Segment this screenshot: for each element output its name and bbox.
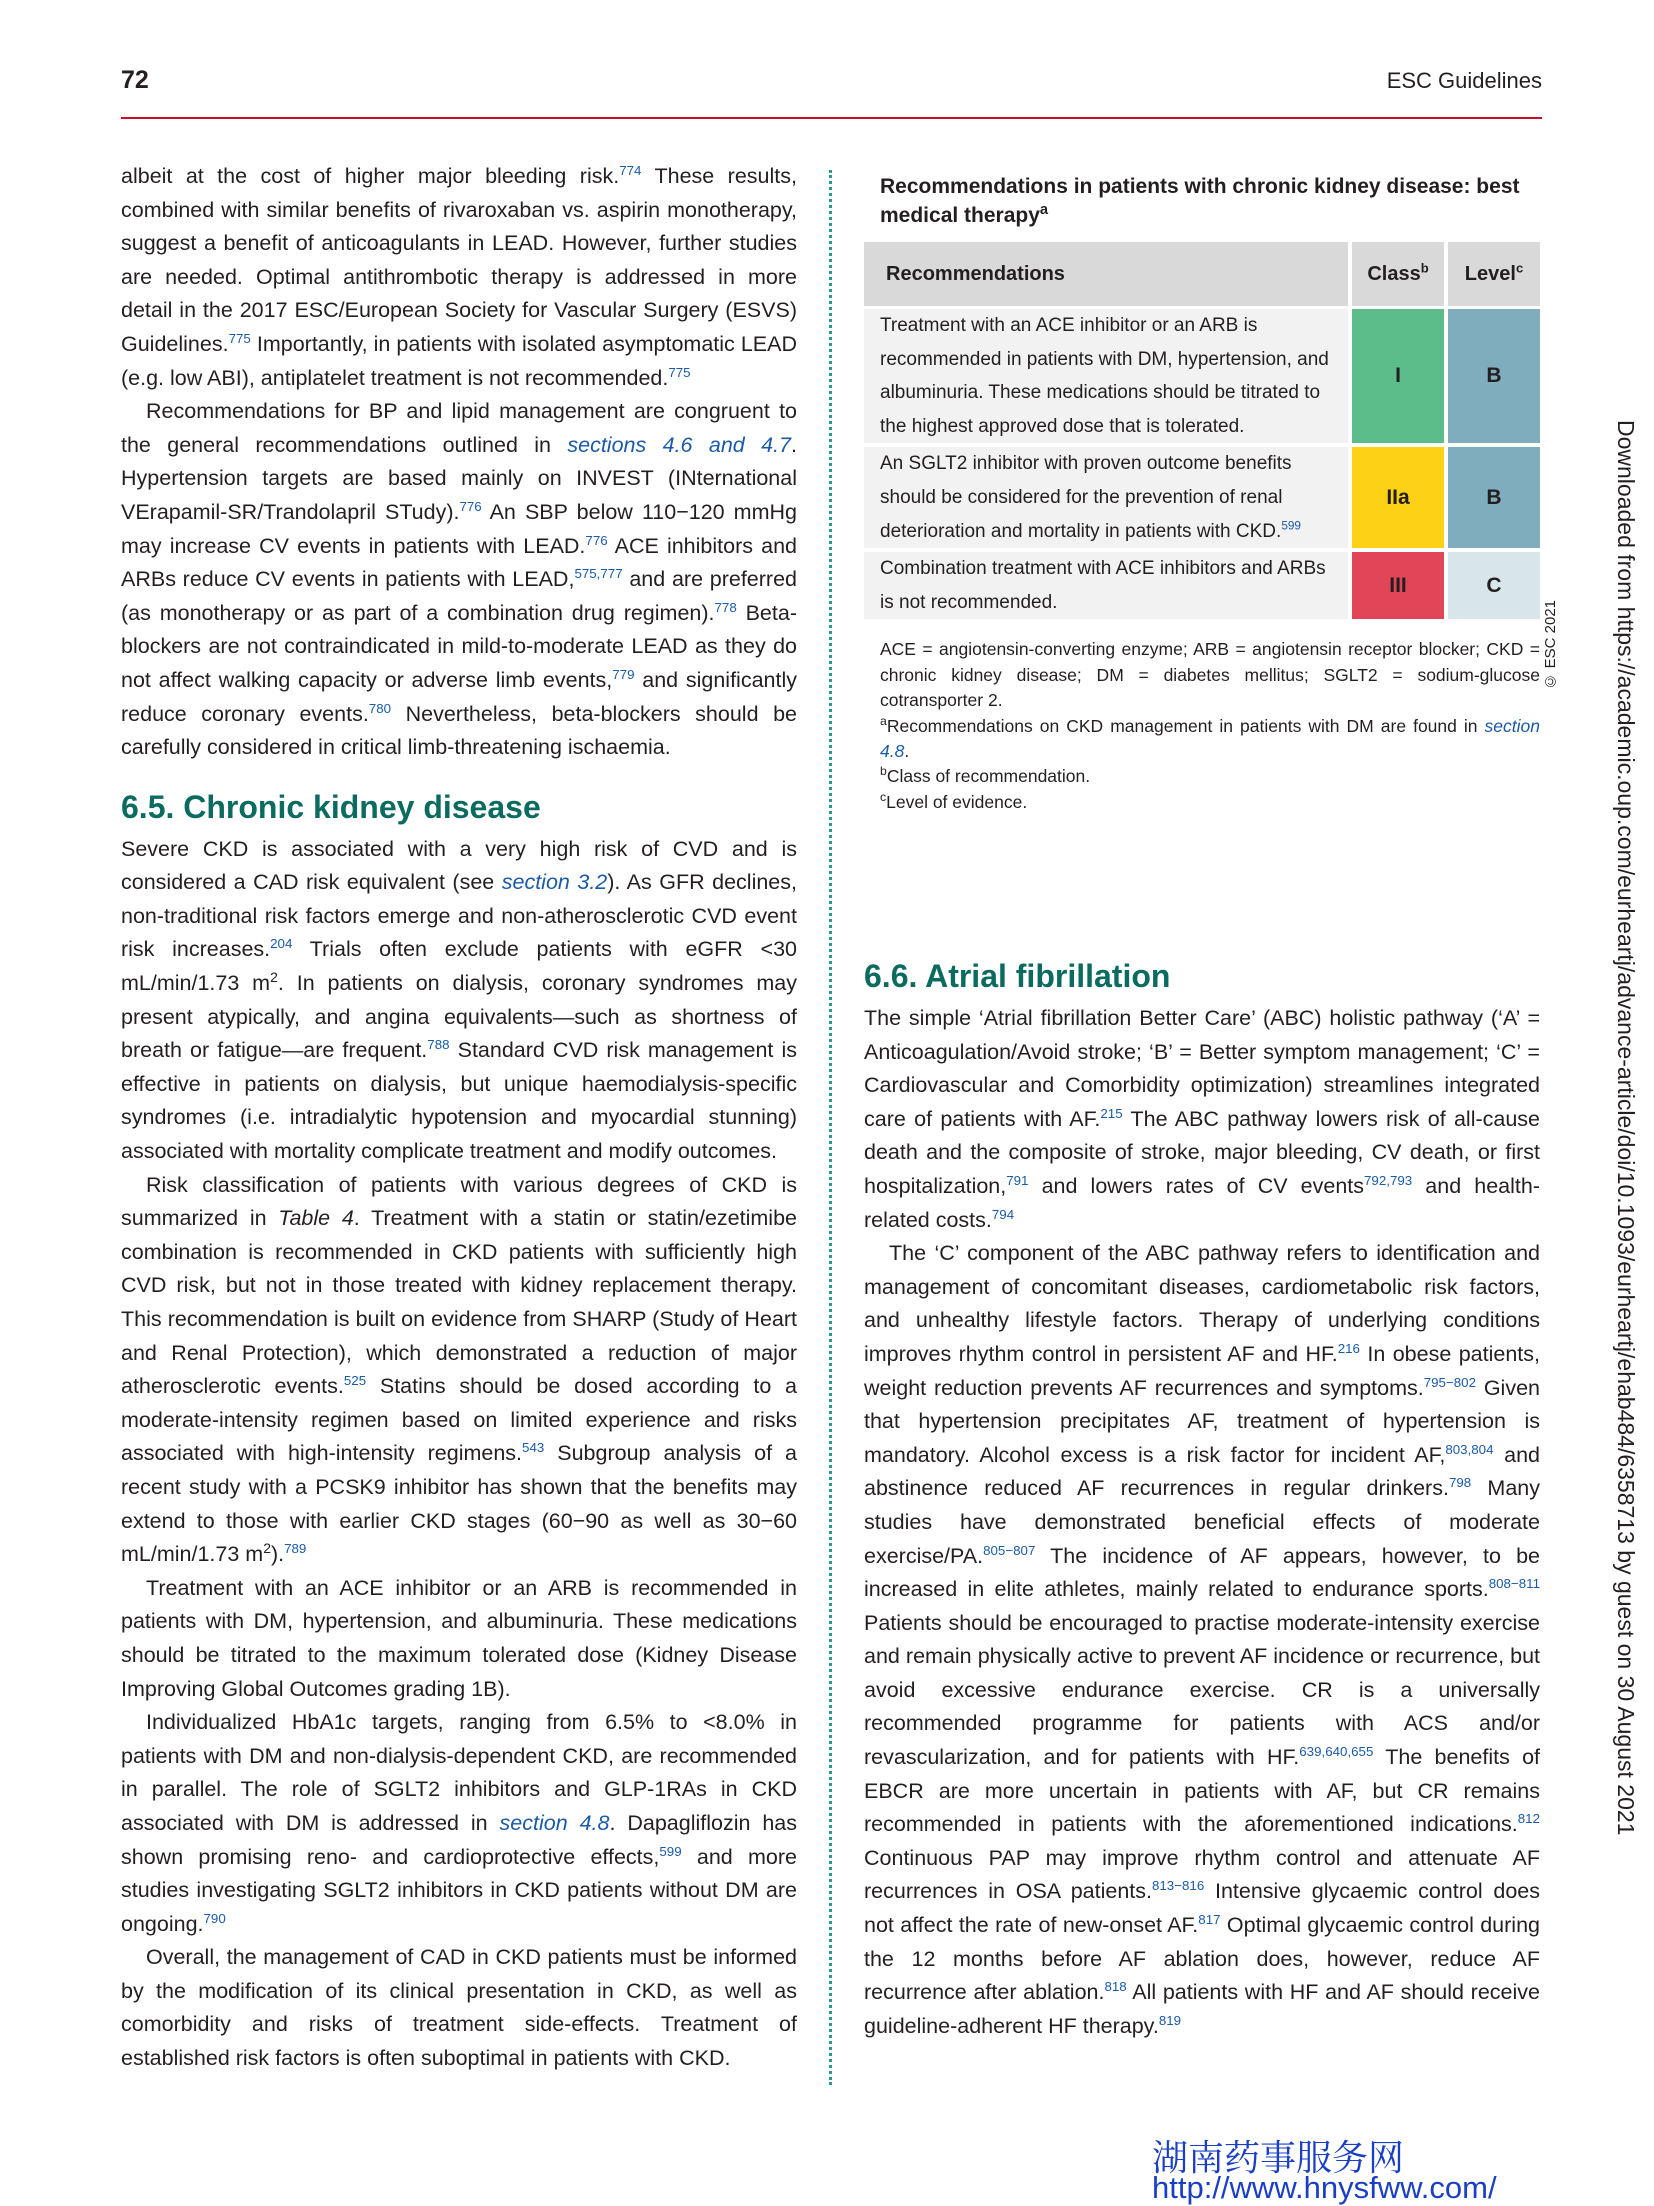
paragraph: Severe CKD is associated with a very high risk of CVD and is considered a CAD risk equivalent (see section 3.2). As GFR declines, non-traditional risk factors emerge and non-atherosclerotic CVD event risk increases.$^{204}$ Trials often exclude patients with eGFR <30 mL/min/1.73 $m^2$. In patients on dialysis, coronary syndromes may present atypically, and angina equivalents—such as shortness of breath or fatigue—are frequent.$^{788}$ Standard CVD risk management is effective in patients on dialysis, but unique haemodialysis-specific syndromes (i.e. intradialytic hypotension and myocardial stunning) associated with mortality complicate treatment and modify outcomes. xyxy=(121,836,797,1164)
superscript: 2 xyxy=(263,1540,271,1556)
citation-ref[interactable]: 776 xyxy=(585,532,608,548)
recommendations-box xyxy=(864,172,1540,815)
paragraph: Recommendations for BP and lipid management are congruent to the general recommendations outlined in sections 4.6 and 4.7. Hypertension targets are based mainly on INVEST (INternational VErapamil-SR/Trandolapril STudy).$^{776}$ An SBP below 110−120 mmHg may increase CV events in patients with LEAD.$^{776}$ ACE inhibitors and ARBs reduce CV events in patients with LEAD,$^{575,777}$ and are preferred (as monotherapy or as part of a combination drug regimen).$^{778}$ Beta-blockers are not contraindicated in mild-to-moderate LEAD as they do not affect walking capacity or adverse limb events,$^{779}$ and significantly reduce coronary events.$^{780}$ Nevertheless, beta-blockers should be carefully considered in critical limb-threatening ischaemia. xyxy=(121,399,797,760)
column-divider xyxy=(829,170,832,2085)
citation-ref[interactable]: 818 xyxy=(1104,1979,1127,1995)
paragraph: Overall, the management of CAD in CKD patients must be informed by the modification of its clinical presentation in CKD, as well as comorbidity and risks of treatment side-effects. Treatment of established risk factors is often suboptimal in patients with CKD. xyxy=(121,1945,797,2071)
citation-ref[interactable]: 599 xyxy=(659,1843,682,1859)
citation-ref[interactable]: 525 xyxy=(343,1373,367,1389)
col-header-recommendations: Recommendations xyxy=(864,242,1348,309)
paragraph: The ‘C’ component of the ABC pathway refers to identification and management of concomitant diseases, cardiometabolic risk factors, and unhealthy lifestyle factors. Therapy of underlying conditions improves rhythm control in persistent AF and HF.$^{216}$ In obese patients, weight reduction prevents AF recurrences and symptoms.$^{795-802}$ Given that hypertension precipitates AF, treatment of hypertension is mandatory. Alcohol excess is a risk factor for incident AF,$^{803,804}$ and abstinence reduced AF recurrences in regular drinkers.$^{798}$ Many studies have demonstrated beneficial effects of moderate exercise/PA.$^{805-807}$ The incidence of AF appears, however, to be increased in elite athletes, mainly related to endurance sports.$^{808-811}$ Patients should be encouraged to practise moderate-intensity exercise and remain physically active to prevent AF incidence or recurrence, but avoid excessive endurance exercise. CR is a universally recommended programme for patients with ACS and/or revascularization, and for patients with HF.$^{639,640,655}$ The benefits of EBCR are more uncertain in patients with AF, but CR remains recommended in patients with the aforementioned indications.$^{812}$ Continuous PAP may improve rhythm control and attenuate AF recurrences in OSA patients.$^{813-816}$ Intensive glycaemic control does not affect the rate of new-onset AF.$^{817}$ Optimal glycaemic control during the 12 months before AF ablation does, however, reduce AF recurrence after ablation.$^{818}$ All patients with HF and AF should receive guideline-adherent HF therapy.$^{819}$ xyxy=(864,1241,1541,2038)
table-row xyxy=(864,309,1540,447)
citation-ref[interactable]: 779 xyxy=(612,666,635,682)
citation-ref[interactable]: 639,640,655 xyxy=(1299,1743,1374,1759)
citation-ref[interactable]: 775 xyxy=(228,330,251,346)
citation-ref[interactable]: 780 xyxy=(368,700,392,716)
footnote-a: $^a$Recommendations on CKD management in patients with DM are found in section 4.8. xyxy=(880,713,1540,761)
citation-ref[interactable]: 204 xyxy=(270,936,293,952)
header-rule xyxy=(121,117,1542,119)
paragraph: albeit at the cost of higher major bleeding risk.$^{774}$ These results, combined with similar benefits of rivaroxaban vs. aspirin monotherapy, suggest a benefit of anticoagulants in LEAD. However, further studies are needed. Optimal antithrombotic therapy is addressed in more detail in the 2017 ESC/European Society for Vascular Surgery (ESVS) Guidelines.$^{775}$ Importantly, in patients with isolated asymptomatic LEAD (e.g. low ABI), antiplatelet treatment is not recommended.$^{775}$ xyxy=(121,162,797,390)
citation-ref[interactable]: 808−811 xyxy=(1488,1575,1540,1591)
recommendation-text: Combination treatment with ACE inhibitors and ARBs is not recommended. xyxy=(864,552,1348,623)
table-ref: Table 4 xyxy=(278,1206,354,1231)
level-badge: B xyxy=(1444,447,1540,552)
download-notice: Downloaded from https://academic.oup.com/eurheartj/advance-article/doi/10.1093/eurheartj/ehab484/6358713 by guest on 30 August 2021 xyxy=(1613,420,1639,1836)
section-link[interactable]: section 4.8 xyxy=(880,715,1540,761)
page-number: 72 xyxy=(121,66,149,94)
paragraph: The simple ‘Atrial fibrillation Better Care’ (ABC) holistic pathway (‘A’ = Anticoagulation/Avoid stroke; ‘B’ = Better symptom management; ‘C’ = Cardiovascular and Comorbidity optimization) streamlines integrated care of patients with AF.$^{215}$ The ABC pathway lowers risk of all-cause death and the composite of stroke, major bleeding, CV death, or first hospitalization,$^{791}$ and lowers rates of CV events$^{792,793}$ and health-related costs.$^{794}$ xyxy=(864,1006,1541,1232)
level-badge: C xyxy=(1444,552,1540,623)
citation-ref[interactable]: 776 xyxy=(459,498,482,514)
recommendations-table xyxy=(864,242,1540,623)
citation-ref[interactable]: 794 xyxy=(991,1206,1015,1222)
citation-ref[interactable]: 775 xyxy=(668,364,691,380)
table-row xyxy=(864,552,1540,623)
esc-copyright: © ESC 2021 xyxy=(1542,600,1559,690)
col-header-level: Level$^c$ xyxy=(1444,242,1540,309)
class-badge: IIa xyxy=(1348,447,1444,552)
paragraph: Risk classification of patients with various degrees of CKD is summarized in Table 4. Treatment with a statin or statin/ezetimibe combination is recommended in CKD patients with sufficiently high CVD risk, but not in those treated with kidney replacement therapy. This recommendation is built on evidence from SHARP (Study of Heart and Renal Protection), which demonstrated a reduction of major atherosclerotic events.$^{525}$ Statins should be dosed according to a moderate-intensity regimen based on limited experience and risks associated with high-intensity regimens.$^{543}$ Subgroup analysis of a recent study with a PCSK9 inhibitor has shown that the benefits may extend to those with earlier CKD stages (60−90 as well as 30−60 mL/min/1.73 $m^2).^{789}$ xyxy=(121,1172,797,1567)
citation-ref[interactable]: 216 xyxy=(1337,1340,1360,1356)
citation-ref[interactable]: 819 xyxy=(1158,2012,1182,2028)
right-column xyxy=(864,956,1540,2043)
citation-ref[interactable]: 543 xyxy=(522,1440,545,1456)
section-link[interactable]: sections 4.6 and 4.7 xyxy=(567,432,791,457)
recommendation-text: Treatment with an ACE inhibitor or an ARB is recommended in patients with DM, hypertension, and albuminuria. These medications should be titrated to the highest approved dose that is tolerated. xyxy=(864,309,1348,447)
recommendation-text: An SGLT2 inhibitor with proven outcome benefits should be considered for the prevention of renal deterioration and mortality in patients with CKD.$^{599}$ xyxy=(864,447,1348,552)
level-badge: B xyxy=(1444,309,1540,447)
watermark-text: 湖南药事服务网 xyxy=(1152,2138,1405,2179)
paragraph: Treatment with an ACE inhibitor or an ARB is recommended in patients with DM, hypertension, and albuminuria. These medications should be titrated to the maximum tolerated dose (Kidney Disease Improving Global Outcomes grading 1B). xyxy=(121,1575,797,1701)
col-header-class: Class$^b$ xyxy=(1348,242,1444,309)
table-footnotes xyxy=(864,637,1540,815)
citation-ref[interactable]: 788 xyxy=(427,1037,450,1053)
citation-ref[interactable]: 813−816 xyxy=(1151,1878,1205,1894)
citation-ref[interactable]: 817 xyxy=(1198,1911,1221,1927)
footnote-c: $^c$Level of evidence. xyxy=(880,789,1028,812)
footnote-b: $^b$Class of recommendation. xyxy=(880,764,1091,787)
section-link[interactable]: section 3.2 xyxy=(501,870,608,895)
citation-ref[interactable]: 778 xyxy=(714,599,737,615)
citation-ref[interactable]: 215 xyxy=(1100,1105,1123,1121)
citation-ref[interactable]: 803,804 xyxy=(1445,1441,1494,1457)
class-badge: I xyxy=(1348,309,1444,447)
citation-ref[interactable]: 798 xyxy=(1448,1475,1472,1491)
footnote-abbreviations: ACE = angiotensin-converting enzyme; ARB = angiotensin receptor blocker; CKD = chronic kidney disease; DM = diabetes mellitus; SGLT2 = sodium-glucose cotransporter 2. xyxy=(880,639,1540,711)
citation-ref[interactable]: 575,777 xyxy=(574,565,623,581)
recommendations-title: Recommendations in patients with chronic kidney disease: best medical therapy$^a$ xyxy=(880,175,1520,227)
section-heading-af: 6.6. Atrial fibrillation xyxy=(864,958,1171,994)
section-heading-ckd: 6.5. Chronic kidney disease xyxy=(121,788,541,825)
watermark-url[interactable]: http://www.hnysfww.com/ xyxy=(1152,2170,1497,2205)
citation-ref[interactable]: 774 xyxy=(619,162,642,178)
citation-ref[interactable]: 791 xyxy=(1006,1172,1029,1188)
class-badge: III xyxy=(1348,552,1444,623)
superscript: 2 xyxy=(270,968,278,985)
paragraph: Individualized HbA1c targets, ranging from 6.5% to <8.0% in patients with DM and non-dialysis-dependent CKD, are recommended in parallel. The role of SGLT2 inhibitors and GLP-1RAs in CKD associated with DM is addressed in section 4.8. Dapagliflozin has shown promising reno- and cardioprotective effects,$^{599}$ and more studies investigating SGLT2 inhibitors in CKD patients without DM are ongoing.$^{790}$ xyxy=(121,1710,798,1936)
journal-name: ESC Guidelines xyxy=(1386,68,1542,93)
citation-ref[interactable]: 789 xyxy=(284,1541,307,1556)
citation-ref[interactable]: 792,793 xyxy=(1364,1172,1413,1188)
table-row xyxy=(864,447,1540,552)
left-column xyxy=(121,160,797,2076)
citation-ref[interactable]: 812 xyxy=(1517,1811,1540,1827)
citation-ref[interactable]: 790 xyxy=(203,1910,226,1926)
citation-ref[interactable]: 805−807 xyxy=(983,1542,1036,1558)
citation-ref[interactable]: 795−802 xyxy=(1423,1374,1476,1390)
section-link[interactable]: section 4.8 xyxy=(499,1810,610,1835)
